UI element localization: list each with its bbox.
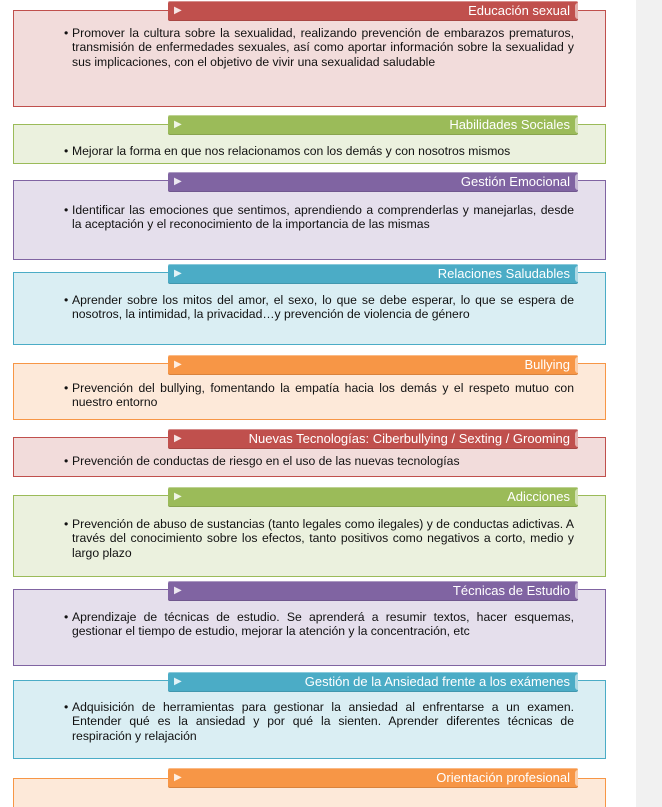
topic-title: Gestión Emocional xyxy=(460,174,570,189)
chevron-right-icon: ▶ xyxy=(174,585,182,596)
topic-title: Técnicas de Estudio xyxy=(452,583,570,598)
tab-end-cap xyxy=(575,431,578,447)
topic-description: • Aprendizaje de técnicas de estudio. Se aprenderá a resumir textos, hacer esquemas, gestionar el tiempo de estudio, mejorar la atención y la concentración, etc xyxy=(64,610,574,639)
topic-description: • Promover la cultura sobre la sexualidad, realizando prevención de embarazos prematuros, transmisión de enfermedades sexuales, así como aportar información sobre la sexualidad y sus implicaciones, con el objetivo de vivir una sexualidad saludable xyxy=(64,26,574,69)
chevron-right-icon: ▶ xyxy=(174,119,182,130)
topic-title: Habilidades Sociales xyxy=(449,117,570,132)
chevron-right-icon: ▶ xyxy=(174,268,182,279)
topic-tab-relaciones-saludables xyxy=(168,264,578,284)
tab-end-cap xyxy=(575,489,578,505)
topic-description: • Prevención de conductas de riesgo en el uso de las nuevas tecnologías xyxy=(64,454,574,468)
topic-title: Orientación profesional xyxy=(436,770,570,785)
topic-title: Educación sexual xyxy=(468,3,570,18)
topic-title: Gestión de la Ansiedad frente a los exámenes xyxy=(304,674,570,689)
topic-description: • Adquisición de herramientas para gestionar la ansiedad al enfrentarse a un examen. Entender qué es la ansiedad y por qué la sienten. Aprender diferentes técnicas de respiración y relajación xyxy=(64,700,574,743)
tab-end-cap xyxy=(575,3,578,19)
topic-description: • Aprender sobre los mitos del amor, el sexo, lo que se debe esperar, lo que se espera de nosotros, la intimidad, la privacidad…y prevención de violencia de género xyxy=(64,293,574,322)
tab-end-cap xyxy=(575,770,578,786)
right-margin-strip xyxy=(636,0,662,807)
topic-tab-nuevas-tecnologias xyxy=(168,429,578,449)
tab-end-cap xyxy=(575,674,578,690)
topic-title: Relaciones Saludables xyxy=(437,266,570,281)
topic-description: • Identificar las emociones que sentimos, aprendiendo a comprenderlas y manejarlas, desde la aceptación y el reconocimiento de la importancia de las mismas xyxy=(64,203,574,232)
topic-description: • Mejorar la forma en que nos relacionamos con los demás y con nosotros mismos xyxy=(64,144,574,158)
topic-tab-educacion-sexual xyxy=(168,1,578,21)
topic-tab-gestion-emocional xyxy=(168,172,578,192)
topic-description: • Prevención del bullying, fomentando la empatía hacia los demás y el respeto mutuo con nuestro entorno xyxy=(64,381,574,410)
tab-end-cap xyxy=(575,583,578,599)
chevron-right-icon: ▶ xyxy=(174,676,182,687)
tab-end-cap xyxy=(575,357,578,373)
topic-tab-bullying xyxy=(168,355,578,375)
topic-box-gestion-emocional xyxy=(13,180,606,260)
topic-tab-orientacion-profesional xyxy=(168,768,578,788)
topic-tab-adicciones xyxy=(168,487,578,507)
topic-box-educacion-sexual xyxy=(13,10,606,107)
topic-tab-tecnicas-estudio xyxy=(168,581,578,601)
topic-box-adicciones xyxy=(13,495,606,577)
chevron-right-icon: ▶ xyxy=(174,359,182,370)
chevron-right-icon: ▶ xyxy=(174,433,182,444)
topic-tab-gestion-ansiedad xyxy=(168,672,578,692)
topic-title: Adicciones xyxy=(507,489,570,504)
topic-tab-habilidades-sociales xyxy=(168,115,578,135)
chevron-right-icon: ▶ xyxy=(174,491,182,502)
tab-end-cap xyxy=(575,174,578,190)
tab-end-cap xyxy=(575,117,578,133)
chevron-right-icon: ▶ xyxy=(174,5,182,16)
chevron-right-icon: ▶ xyxy=(174,772,182,783)
tab-end-cap xyxy=(575,266,578,282)
topic-title: Nuevas Tecnologías: Ciberbullying / Sexting / Grooming xyxy=(248,431,570,446)
chevron-right-icon: ▶ xyxy=(174,176,182,187)
topic-description: • Prevención de abuso de sustancias (tanto legales como ilegales) y de conductas adictivas. A través del conocimiento sobre los efectos, tanto positivos como negativos a corto, medio y largo plazo xyxy=(64,517,574,560)
topic-title: Bullying xyxy=(524,357,570,372)
